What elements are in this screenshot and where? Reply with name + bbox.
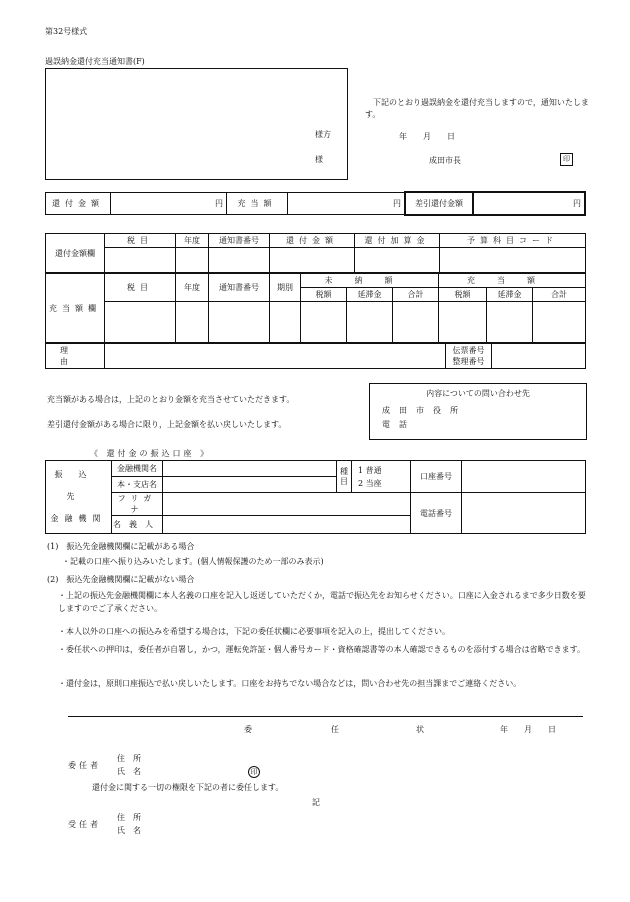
sub-total: 合計 [393, 288, 439, 302]
bank-table [45, 460, 586, 534]
bank-left-label [46, 461, 112, 534]
proxy-title-char-1: 委 [244, 725, 252, 734]
honorific-sama: 様 [315, 155, 323, 164]
furigana-field[interactable] [163, 493, 411, 516]
ledger-number-label: 整理番号 [452, 357, 485, 366]
net-refund-value: 円 [473, 192, 585, 215]
col-refund-addition: 還付加算金 [355, 234, 440, 248]
refund-notice: 差引還付金額がある場合に限り，上記金額を払い戻しいたします。 [47, 420, 287, 429]
bank-label-institution: 金融機関 [50, 514, 107, 523]
delegator-label: 委任者 [68, 761, 101, 770]
instruction-item: ・還付金は，原則口座振込で払い戻しいたします。口座をお持ちでない場合などは，問い合わせ先の担当課までご連絡ください。 [58, 679, 522, 688]
instruction-item: ・上記の振込先金融機関欄に本人名義の口座を記入し返送していただくか，電話で振込先をお知らせください。口座に入金されるまで多少日数を要しますのでご了承ください。 [58, 591, 586, 613]
col-refund-amount: 還付金額 [270, 234, 355, 248]
contact-box [369, 383, 587, 440]
delegator-seal [248, 766, 260, 778]
voucher-number-label: 伝票番号 [452, 346, 485, 355]
case1-item: ・記載の口座へ振り込みいたします。(個人情報保護のため一部のみ表示) [62, 557, 324, 566]
reason-label: 理由 [46, 344, 105, 369]
sub-late-fee: 延滞金 [347, 288, 393, 302]
type-current[interactable]: 2 当座 [358, 478, 382, 488]
account-number-field[interactable] [462, 461, 586, 493]
case1-title: (1) 振込先金融機関欄に記載がある場合 [47, 542, 195, 551]
allot-table [45, 273, 586, 343]
allot-row-label: 充当額欄 [46, 274, 105, 343]
sub-tax-2: 税額 [439, 288, 487, 302]
bank-label-transfer: 振込先 [54, 470, 103, 501]
bank-name-field[interactable] [163, 461, 337, 477]
issue-date: 年 月 日 [399, 132, 455, 141]
col-tax-item: 税目 [105, 234, 176, 248]
account-number-label: 口座番号 [411, 461, 462, 493]
reason-table [45, 343, 586, 369]
bank-name-label: 金融機関名 [112, 461, 163, 477]
type-ordinary[interactable]: 1 普通 [358, 465, 382, 475]
holder-label: 名義人 [112, 516, 163, 534]
col-year: 年度 [176, 234, 209, 248]
delegate-name-label: 氏 名 [117, 826, 141, 835]
form-number: 第32号様式 [45, 27, 88, 36]
honorific-sama-kata: 様方 [315, 130, 331, 139]
proxy-divider [68, 716, 583, 717]
holder-field[interactable] [163, 516, 411, 534]
contact-phone: 電話 [382, 420, 416, 429]
contact-office: 成田市役所 [382, 406, 467, 415]
summary-table [45, 192, 405, 215]
phone-number-field[interactable] [462, 493, 586, 534]
sub-total-2: 合計 [533, 288, 586, 302]
seal-mark: 印 [248, 766, 260, 778]
case2-title: (2) 振込先金融機関欄に記載がない場合 [47, 575, 195, 584]
net-refund-table [404, 191, 586, 216]
col-notice-no: 通知書番号 [209, 234, 270, 248]
sub-late-fee-2: 延滞金 [487, 288, 533, 302]
proxy-title-char-2: 任 [331, 725, 339, 734]
group-allot: 充当額 [439, 274, 586, 288]
voucher-labels [446, 344, 492, 369]
account-type-options[interactable] [352, 461, 411, 493]
seal-mark: 印 [560, 153, 573, 166]
bank-section-title: 《 還付金の振込口座 》 [90, 449, 212, 458]
delegator-name-label: 氏 名 [117, 767, 141, 776]
refund-table [45, 233, 586, 273]
delegate-address-label: 住 所 [117, 813, 141, 822]
sub-tax: 税額 [301, 288, 347, 302]
account-type-label: 種目 [337, 461, 352, 493]
refund-amount-label: 還付金額 [46, 193, 111, 215]
allot-notice: 充当額がある場合は，上記のとおり金額を充当させていただきます。 [47, 395, 295, 404]
proxy-date: 年 月 日 [500, 725, 556, 734]
proxy-statement: 還付金に関する一切の権限を下記の者に委任します。 [92, 783, 284, 792]
address-box [45, 68, 348, 180]
branch-name-field[interactable] [163, 477, 337, 493]
phone-number-label: 電話番号 [411, 493, 462, 534]
col-budget-code: 予算科目コード [440, 234, 586, 248]
group-unpaid: 未納額 [301, 274, 439, 288]
intro-text: 下記のとおり過誤納金を還付充当しますので，通知いたします。 [365, 98, 589, 119]
document-title: 過誤納金還付充当通知書(F) [45, 57, 145, 66]
proxy-title-char-3: 状 [416, 725, 424, 734]
proxy-ki: 記 [312, 798, 320, 807]
issuer-name: 成田市長 [429, 156, 461, 165]
instruction-item: ・本人以外の口座への振込みを希望する場合は，下記の委任状欄に必要事項を記入の上，提出してください。 [58, 627, 450, 636]
allot-col-period: 期別 [270, 274, 301, 302]
mayor-seal [560, 153, 573, 166]
contact-title: 内容についての問い合わせ先 [426, 389, 530, 398]
delegate-label: 受任者 [68, 820, 101, 829]
allot-col-year: 年度 [176, 274, 209, 302]
instruction-item: ・委任状への押印は，委任者が自署し，かつ，運転免許証・個人番号カード・資格確認書等の本人確認できるものを添付する場合は省略できます。 [58, 645, 586, 654]
allot-col-notice-no: 通知書番号 [209, 274, 270, 302]
furigana-label: フリガナ [112, 493, 163, 516]
delegator-address-label: 住 所 [117, 754, 141, 763]
net-refund-label: 差引還付金額 [405, 192, 473, 215]
branch-name-label: 本・支店名 [112, 477, 163, 493]
refund-row-label: 還付金額欄 [46, 234, 105, 273]
allot-amount-label: 充当額 [227, 193, 288, 215]
allot-amount-value: 円 [288, 193, 405, 215]
refund-amount-value: 円 [111, 193, 227, 215]
allot-col-tax-item: 税目 [105, 274, 176, 302]
